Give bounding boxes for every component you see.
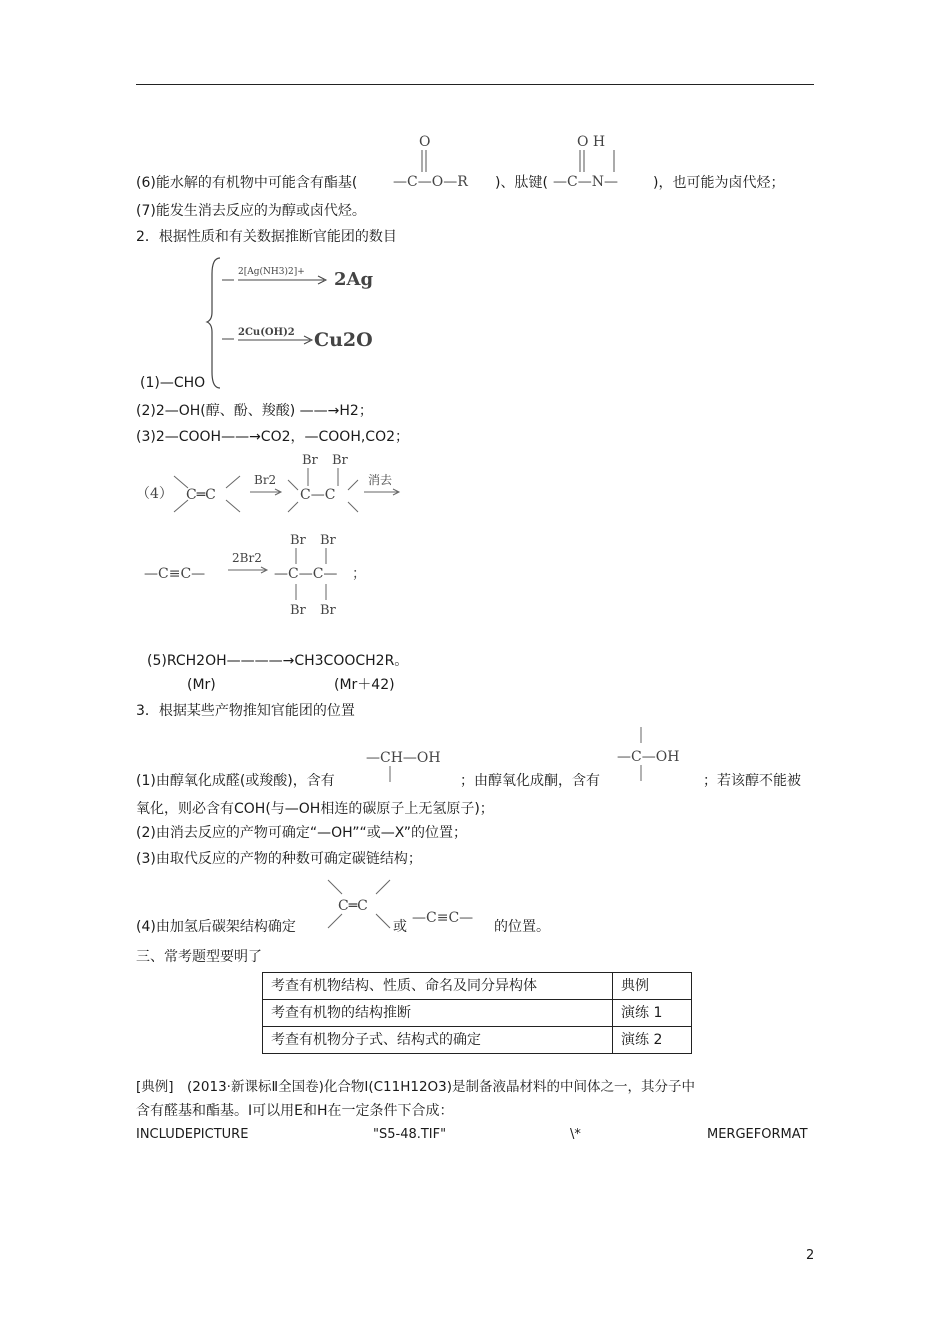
svg-text:（4）: （4） (136, 486, 173, 502)
svg-text:—C—N—: —C—N— (553, 174, 618, 190)
heading-3: 3．根据某些产物推知官能团的位置 (136, 703, 355, 719)
svg-text:；: ； (352, 566, 366, 582)
question-type-table (262, 972, 692, 1054)
line-6-part-c: )，也可能为卤代烃； (653, 175, 785, 191)
svg-text:Br2: Br2 (254, 473, 277, 487)
table-cell: 考查有机物分子式、结构式的确定 (263, 1027, 613, 1054)
table-cell: 典例 (613, 973, 692, 1000)
mr-plus-42-label: (Mr＋42) (334, 677, 395, 693)
para-1-part-b: ；由醇氧化成酮，含有 (460, 773, 600, 789)
para-3: (3)由取代反应的产物的种数可确定碳链结构； (136, 851, 422, 867)
svg-text:Br: Br (290, 603, 306, 618)
svg-text:Br: Br (320, 533, 336, 548)
table-cell: 考查有机物的结构推断 (263, 1000, 613, 1027)
field-code-filename: "S5-48.TIF" (373, 1127, 447, 1142)
field-code-includepicture: INCLUDEPICTURE (136, 1127, 249, 1142)
svg-text:—C—C—: —C—C— (274, 566, 338, 582)
cho-brace-diagram (206, 254, 386, 392)
header-rule (136, 84, 814, 85)
item-cho: (1)—CHO (140, 375, 206, 391)
svg-text:O: O (419, 134, 431, 150)
svg-text:Br: Br (290, 533, 306, 548)
para-1-part-d: 氧化，则必含有COH(与—OH相连的碳原子上无氢原子)； (136, 801, 494, 817)
item-5: (5)RCH2OH————→CH3COOCH2R。 (147, 653, 409, 669)
line-6-part-a: (6)能水解的有机物中可能含有酯基( (136, 175, 358, 191)
svg-text:Br: Br (332, 453, 348, 468)
table-cell: 考查有机物结构、性质、命名及同分异构体 (263, 973, 613, 1000)
field-code-mergeformat: MERGEFORMAT (707, 1127, 808, 1142)
table-cell: 演练 2 (613, 1027, 692, 1054)
para-4-part-b: 或 (393, 919, 407, 935)
field-code-switch: \* (570, 1127, 581, 1142)
svg-text:2[Ag(NH3)2]+: 2[Ag(NH3)2]+ (238, 267, 305, 277)
amide-structure (553, 128, 653, 192)
svg-text:2Br2: 2Br2 (232, 551, 262, 565)
para-2: (2)由消去反应的产物可确定“—OH”“或—X”的位置； (136, 825, 467, 841)
item-oh: (2)2—OH(醇、酚、羧酸) ——→H2； (136, 403, 373, 419)
alkene-skeleton (324, 878, 396, 936)
alkene-bromination-scheme (136, 448, 416, 620)
ester-structure (393, 128, 498, 192)
svg-text:2Cu(OH)2: 2Cu(OH)2 (238, 327, 295, 338)
svg-text:—C≡C—: —C≡C— (144, 566, 206, 582)
svg-text:—C≡C—: —C≡C— (412, 910, 474, 926)
para-4-part-a: (4)由加氢后碳架结构确定 (136, 919, 296, 935)
line-6-part-b: )、肽键( (495, 175, 548, 191)
item-cooh: (3)2—COOH——→CO2，—COOH,CO2； (136, 429, 410, 445)
example-line-b: 含有醛基和酯基。I可以用E和H在一定条件下合成： (136, 1103, 454, 1119)
svg-text:—C—OH: —C—OH (617, 749, 680, 765)
table-cell: 演练 1 (613, 1000, 692, 1027)
choh-structure (366, 748, 466, 784)
para-1-part-a: (1)由醇氧化成醛(或羧酸)，含有 (136, 773, 335, 789)
mr-label: (Mr) (187, 677, 216, 693)
heading-2: 2．根据性质和有关数据推断官能团的数目 (136, 229, 397, 245)
svg-text:Br: Br (320, 603, 336, 618)
svg-text:—CH—OH: —CH—OH (366, 750, 441, 766)
coh-structure (617, 727, 707, 785)
svg-text:Cu2O: Cu2O (314, 329, 373, 351)
svg-text:O H: O H (577, 134, 606, 150)
table-row (263, 1027, 692, 1054)
svg-text:C═C: C═C (186, 487, 216, 503)
svg-text:2Ag: 2Ag (334, 269, 374, 290)
line-7: (7)能发生消去反应的为醇或卤代烃。 (136, 203, 366, 219)
svg-text:Br: Br (302, 453, 318, 468)
example-line-a: [典例] (2013·新课标Ⅱ全国卷)化合物I(C11H12O3)是制备液晶材料的中间体之一，其分子中 (136, 1079, 696, 1095)
svg-text:消去: 消去 (368, 473, 393, 487)
alkyne-skeleton (412, 908, 494, 928)
svg-text:C—C: C—C (300, 487, 336, 503)
para-1-part-c: ；若该醇不能被 (703, 773, 801, 789)
para-4-part-c: 的位置。 (494, 919, 550, 935)
page-number: 2 (806, 1248, 815, 1263)
section-3-heading: 三、常考题型要明了 (136, 949, 262, 965)
svg-text:C═C: C═C (338, 898, 368, 914)
table-row (263, 1000, 692, 1027)
svg-text:—C—O—R: —C—O—R (393, 174, 468, 190)
table-row (263, 973, 692, 1000)
